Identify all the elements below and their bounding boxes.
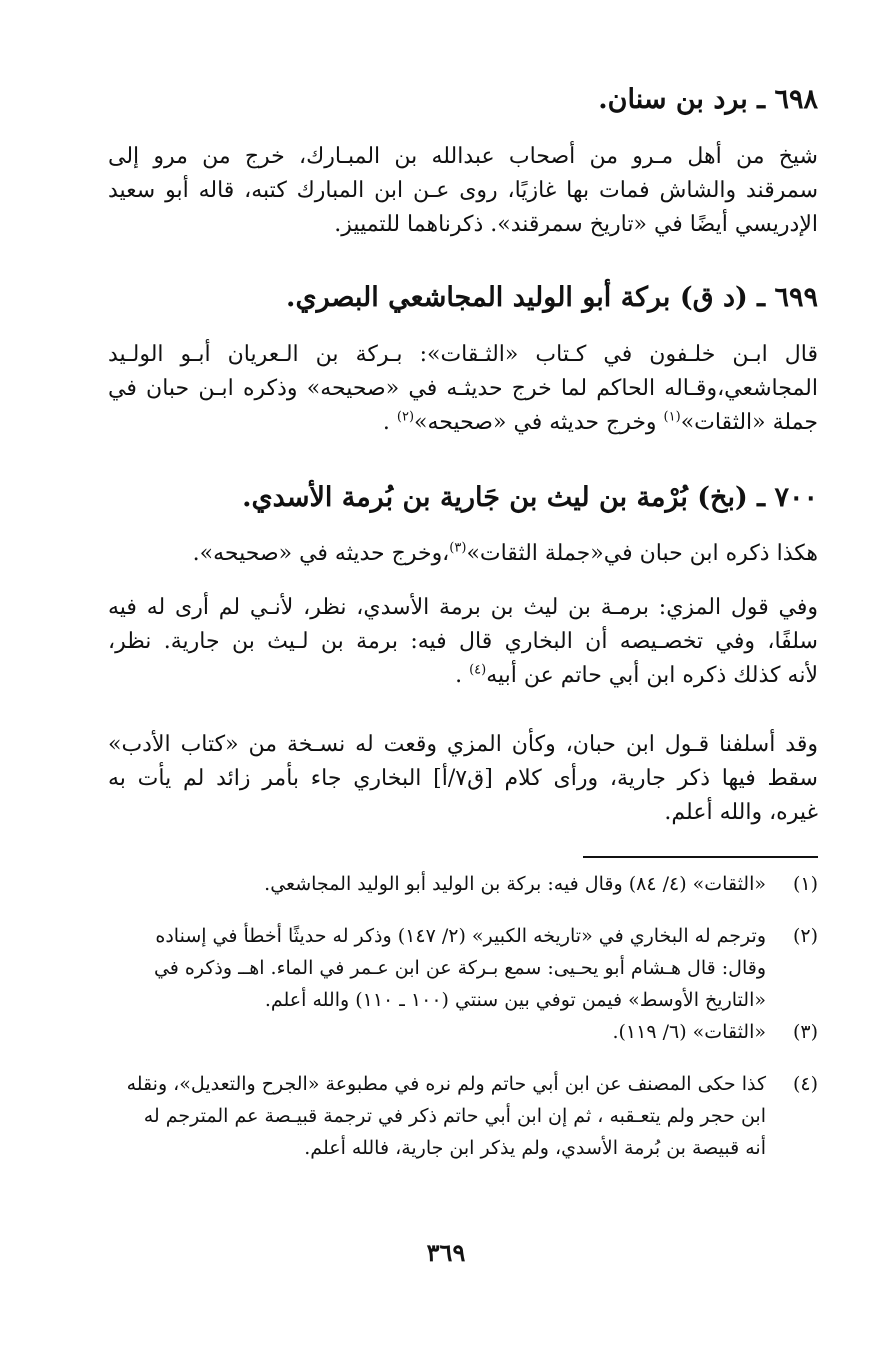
footnote-1-number: (١) <box>792 873 818 895</box>
footnotes <box>108 868 818 1164</box>
entry-699 <box>108 278 818 318</box>
footnote-4-number: (٤) <box>792 1073 818 1095</box>
entry-700-p1-text-a: هكذا ذكره ابن حبان في«جملة الثقات» <box>466 541 818 566</box>
footnote-4-line-3: أنه قبيصة بن بُرمة الأسدي، ولم يذكر ابن جارية، فالله أعلم. <box>304 1137 766 1159</box>
footnote-3 <box>108 1016 818 1048</box>
footnote-2-text: وترجم له البخاري في «تاريخه الكبير» (٢/ ١٤٧) وذكر له حديثًا أخطأ في إسناده <box>155 925 766 947</box>
footnote-4-text: كذا حكى المصنف عن ابن أبي حاتم ولم نره في مطبوعة «الجرح والتعديل»، ونقله <box>126 1073 766 1095</box>
page-number: ٣٦٩ <box>426 1238 466 1267</box>
entry-700-heading: ٧٠٠ ـ (بخ) بُرْمة بن ليث بن جَارية بن بُرمة الأسدي. <box>242 482 818 513</box>
footnote-1-text: «الثقات» (٤/ ٨٤) وقال فيه: بركة بن الوليد أبو الوليد المجاشعي. <box>264 873 766 895</box>
entry-700-p2-line-3 <box>108 659 818 693</box>
footnote-ref-2[interactable]: (٢) <box>396 409 415 425</box>
entry-700-p1-text-b: ،وخرج حديثه في «صحيحه». <box>192 541 450 566</box>
entry-700-p2-line-2: سلفًا، وفي تخصـيصه أن البخاري قال فيه: برمة بن لـيث بن جارية. نظر، <box>108 629 818 654</box>
entry-699-line-2: المجاشعي،وقـاله الحاكم لما خرج حديثـه في «صحيحه» وذكره ابـن حبان في <box>108 376 818 401</box>
footnote-ref-3[interactable]: (٣) <box>449 540 467 556</box>
entry-699-line-1: قال ابـن خلـفون في كـتاب «الثـقات»: بـركة بن الـعريان أبـو الولـيد <box>108 342 818 367</box>
entry-698 <box>108 80 818 120</box>
footnote-2-line-2: وقال: قال هـشام أبو يحـيى: سمع بـركة عن ابن عـمر في الماء. اهــ وذكره في <box>153 957 766 979</box>
entry-700-paragraph-3 <box>108 728 818 830</box>
footnote-2-line-3: «التاريخ الأوسط» فيمن توفي بين سنتي (١٠٠ ـ ١١٠) والله أعلم. <box>264 989 766 1011</box>
footnote-2-number: (٢) <box>792 925 818 947</box>
entry-700-paragraph-2 <box>108 591 818 693</box>
footnote-3-text: «الثقات» (٦/ ١١٩). <box>612 1021 766 1043</box>
footnote-4 <box>108 1068 818 1164</box>
footnote-ref-4[interactable]: (٤) <box>469 662 487 678</box>
entry-700-paragraph-1 <box>108 537 818 571</box>
footnote-1 <box>108 868 818 900</box>
entry-698-heading: ٦٩٨ ـ برد بن سنان. <box>598 84 818 115</box>
entry-700-p2-text-b: . <box>455 663 470 688</box>
entry-698-line-3: الإدريسي أيضًا في «تاريخ سمرقند». ذكرناهما للتمييز. <box>334 212 818 237</box>
entry-699-line-3 <box>108 406 818 440</box>
entry-698-line-1: شيخ من أهل مـرو من أصحاب عبدالله بن المبـارك، خرج من مرو إلى <box>108 144 818 169</box>
entry-700-p3-line-3: غيره، والله أعلم. <box>664 800 818 825</box>
entry-699-line-3-text-b: وخرج حديثه في «صحيحه» <box>414 410 664 435</box>
footnote-4-line-2: ابن حجر ولم يتعـقبه ، ثم إن ابن أبي حاتم ذكر في ترجمة قبيـصة عم المترجم له <box>143 1105 766 1127</box>
footnote-ref-1[interactable]: (١) <box>663 409 681 425</box>
entry-698-body <box>108 140 818 242</box>
footnote-2 <box>108 920 818 1016</box>
entry-700-p1-line-1 <box>108 537 818 571</box>
entry-699-line-3-text-a: جملة «الثقات» <box>680 410 818 435</box>
entry-699-line-3-text-c: . <box>382 410 397 435</box>
entry-699-body <box>108 338 818 440</box>
entry-698-line-2: سمرقند والشاش فمات بها غازيًا، روى عـن ابن المبارك كتبه، قاله أبو سعيد <box>108 178 818 203</box>
footnote-3-number: (٣) <box>792 1021 818 1043</box>
entry-700-p3-line-2: سقط فيها ذكر جارية، ورأى كلام [ق٧/أ] البخاري جاء بأمر زائد لم يأت به <box>108 766 818 791</box>
footnote-divider <box>583 856 818 858</box>
entry-700-p3-line-1: وقد أسلفنا قـول ابن حبان، وكأن المزي وقعت له نسـخة من «كتاب الأدب» <box>108 732 818 757</box>
entry-700 <box>108 478 818 518</box>
entry-700-p2-text-a: لأنه كذلك ذكره ابن أبي حاتم عن أبيه <box>486 663 818 688</box>
entry-700-p2-line-1: وفي قول المزي: برمـة بن ليث بن برمة الأسدي، نظر، لأنـي لم أرى له فيه <box>108 595 818 620</box>
entry-699-heading: ٦٩٩ ـ (د ق) بركة أبو الوليد المجاشعي البصري. <box>286 282 818 313</box>
